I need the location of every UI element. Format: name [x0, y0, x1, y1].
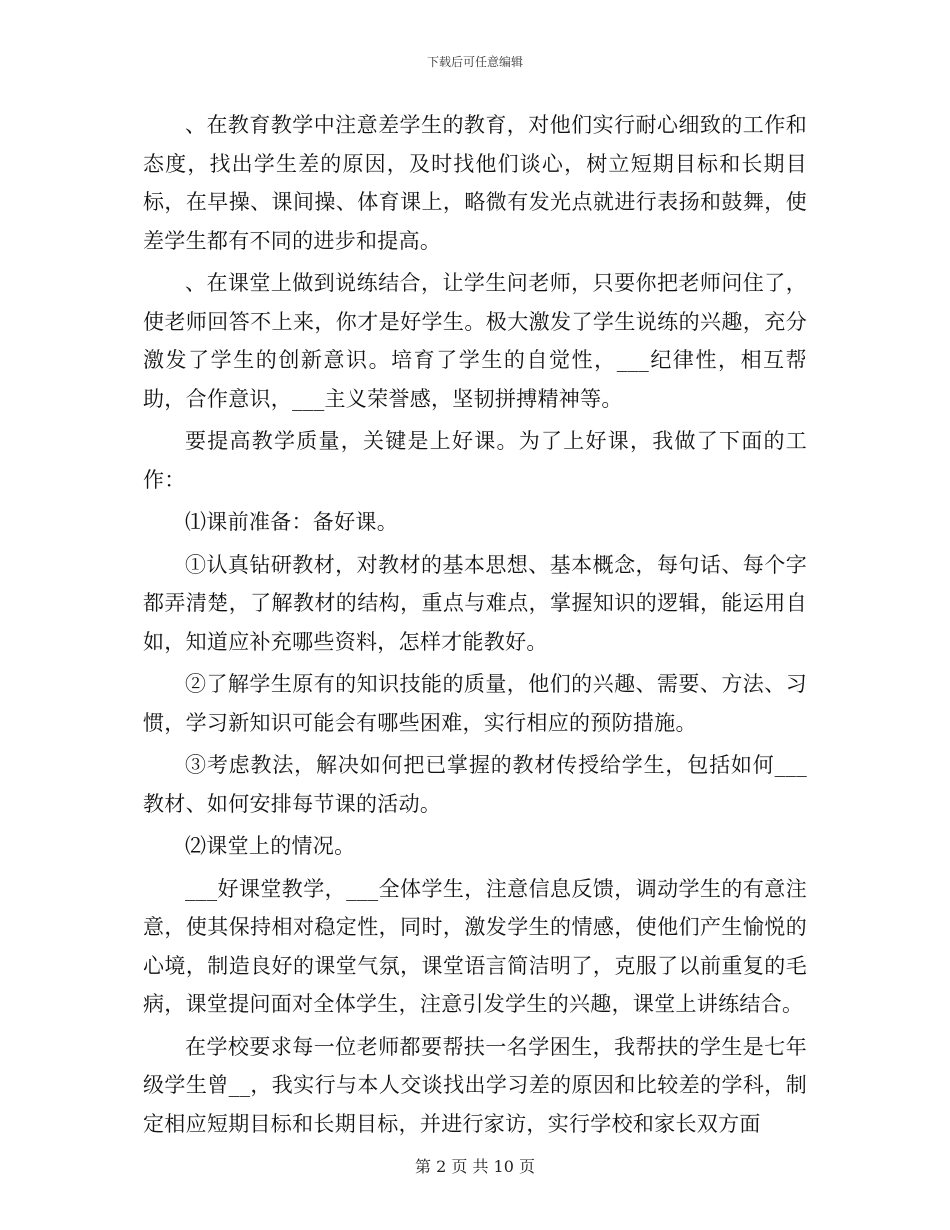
page-header-note: 下载后可任意编辑 — [426, 55, 523, 69]
page-number: 第 2 页 共 10 页 — [415, 1157, 535, 1176]
paragraph-1: 、在教育教学中注意差学生的教育，对他们实行耐心细致的工作和态度，找出学生差的原因，及时找他们谈心，树立短期目标和长期目标，在早操、课间操、体育课上，略微有发光点就进行表扬和鼓舞，使差学生都有不同的进步和提高。 — [143, 113, 807, 253]
document-body — [143, 106, 807, 1147]
paragraph-9: ___好课堂教学，___全体学生，注意信息反馈，调动学生的有意注意，使其保持相对稳定性，同时，激发学生的情感，使他们产生愉悦的心境，制造良好的课堂气氛，课堂语言简洁明了，克服了以前重复的毛病，课堂提问面对全体学生，注意引发学生的兴趣，课堂上讲练结合。 — [143, 876, 807, 1016]
paragraph-6: ②了解学生原有的知识技能的质量，他们的兴趣、需要、方法、习惯，学习新知识可能会有哪些困难，实行相应的预防措施。 — [143, 672, 807, 735]
paragraph-8: ⑵课堂上的情况。 — [185, 834, 356, 858]
paragraph-10: 在学校要求每一位老师都要帮扶一名学困生，我帮扶的学生是七年级学生曾__，我实行与本人交谈找出学习差的原因和比较差的学科，制定相应短期目标和长期目标，并进行家访，实行学校和家长双方面 — [143, 1034, 807, 1136]
paragraph-7: ③考虑教法，解决如何把已掌握的教材传授给学生，包括如何___教材、如何安排每节课的活动。 — [143, 753, 807, 816]
paragraph-5: ①认真钻研教材，对教材的基本思想、基本概念，每句话、每个字都弄清楚，了解教材的结构，重点与难点，掌握知识的逻辑，能运用自如，知道应补充哪些资料，怎样才能教好。 — [143, 552, 807, 654]
paragraph-2: 、在课堂上做到说练结合，让学生问老师，只要你把老师问住了，使老师回答不上来，你才是好学生。极大激发了学生说练的兴趣，充分激发了学生的创新意识。培育了学生的自觉性，___纪律性，相互帮助，合作意识，___主义荣誉感，坚韧拼搏精神等。 — [143, 271, 807, 411]
paragraph-3: 要提高教学质量，关键是上好课。为了上好课，我做了下面的工作： — [143, 429, 807, 492]
paragraph-4: ⑴课前准备：备好课。 — [185, 510, 398, 534]
